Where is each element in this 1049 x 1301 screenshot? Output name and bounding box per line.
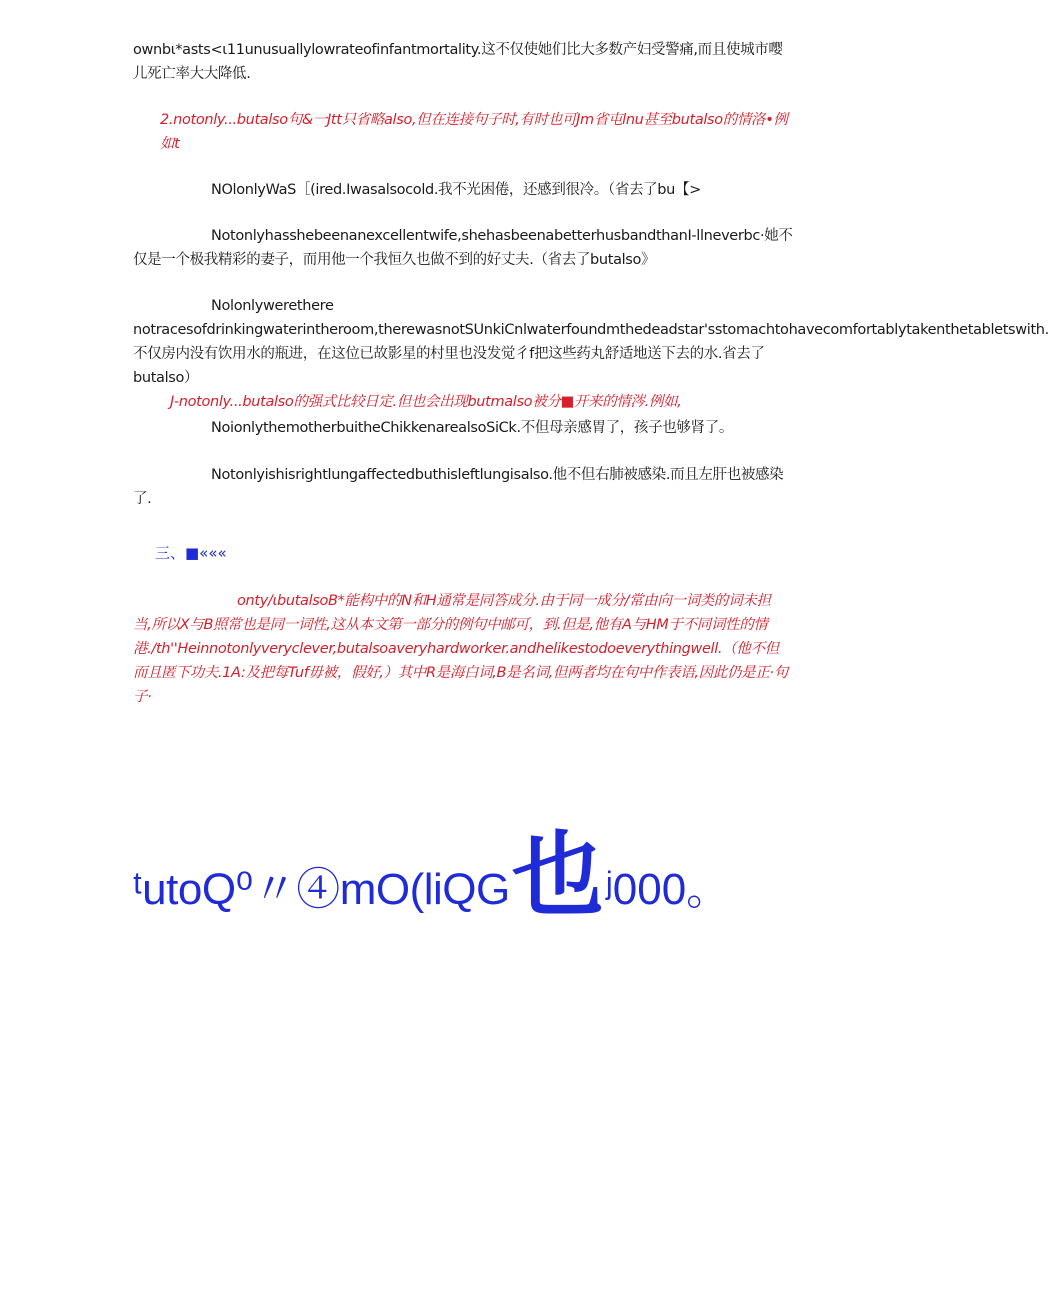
example-wife: Notonlyhasshebeenanexcellentwife,shehasbeenabetterhusbandthanI-llneverbc·她不仅是一个极我精彩的妻子，而用他一个我恒久也做不到的好丈夫.（省去了butalso》 [133, 228, 793, 268]
note-three: J-notonly...butalso的强式比较日定.但也会出现butmalso被分■开来的情涔.例如, [170, 394, 682, 410]
large-garbled-line [133, 825, 833, 927]
example-star: Nolonlywerethere notracesofdrinkingwaterintheroom,therewasnotSUnkiCnlwaterfoundmthedeadstar'sstomachtohavecomfortablytakenthetabletswith.不仅房内没有饮用水的瓶进，在这位已故影星的村里也没发觉彳f把这些药丸舒适地送下去的水.省去了butalso） [133, 298, 1049, 386]
note-two: 2.notonly...butalso句&一Jtt只省略also,但在连接句子时,有时也可Jm省屯lnu甚至butalso的情洛•例如t [160, 112, 788, 152]
paragraph-continued: ownbι*asts<ι11unusuallylowrateofinfantmortality.这不仅使她们比大多数产妇受警痛,而且使城市嘤儿死亡率大大降低. [133, 42, 783, 82]
large-text-part-a: ᵗutoQ⁰〃④mO(liQG [133, 865, 510, 914]
section-heading-three: 三、■««« [155, 544, 227, 562]
section-three-body: onty∕ιbutalsoB*能构中的N和H通常是同答成分.由于同一成分/常由向一词类的词未担当,所以X与B照常也是同一词性,这从本文第一部分的例句中邮可，到.但是,他有A与HM于不同词性的情港./th''Heinnotonlyveryclever,butalsoaveryhardworker.andhelikestodoeverythingwell.（他不但而且匿下功夫.1A:及把每Tuf毋被，假好,）其中R是海白词,B是名词,但两者均在句中作表语,因此仍是正·句子· [133, 593, 788, 705]
example-mother: NoionlythemotherbuitheChikkenarealsoSiCk.不但母亲感胃了，孩子也够肾了。 [211, 420, 733, 436]
example-lung: Notonlyishisrightlungaffectedbuthisleftlungisalso.他不但右肺被感染.而且左肝也被感染了. [133, 467, 784, 507]
large-text-part-b: ʲ000。 [605, 865, 731, 914]
example-cold: NOlonlyWaS［(ired.Iwasalsocold.我不光困倦，还感到很冷。（省去了bu【> [211, 182, 701, 198]
large-character-ye: 也 [511, 825, 604, 927]
